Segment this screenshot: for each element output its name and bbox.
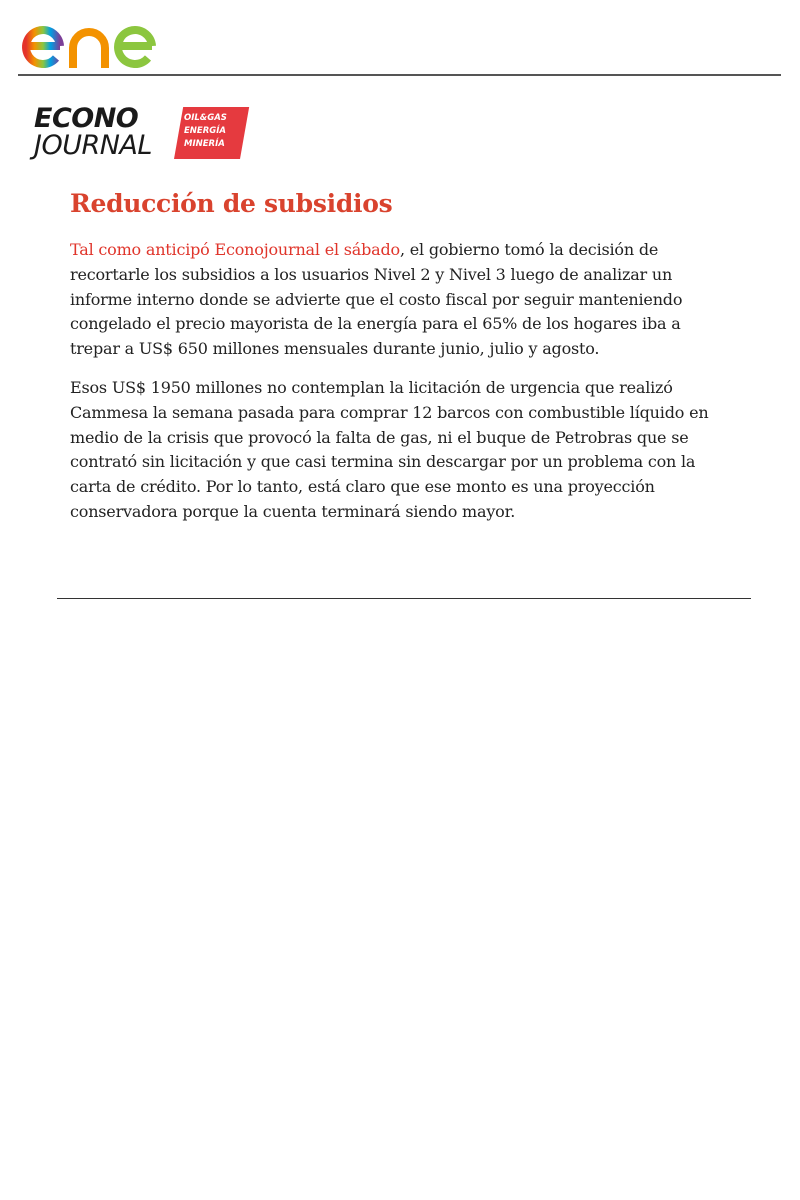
header-divider bbox=[18, 74, 781, 76]
article-divider bbox=[57, 598, 751, 599]
logo-badge-text bbox=[184, 112, 244, 151]
enel-letter-e2 bbox=[118, 30, 152, 64]
badge-line-energia: ENERGÍA bbox=[184, 126, 226, 136]
badge-line-mineria: MINERÍA bbox=[184, 139, 225, 149]
enel-letter-n bbox=[73, 32, 105, 68]
article-body bbox=[70, 238, 732, 539]
article-title: Reducción de subsidios bbox=[70, 189, 393, 218]
enel-logo bbox=[18, 4, 193, 72]
econojournal-link[interactable]: Tal como anticipó Econojournal el sábado bbox=[70, 240, 400, 259]
paragraph-1-text: , el gobierno tomó la decisión de recortarle los subsidios a los usuarios Nivel 2 y Nivel 3 luego de analizar un informe interno donde se advierte que el costo fiscal por seguir manteniendo congelado el precio mayorista de la energía para el 65% de los hogares iba a trepar a US$ 650 millones mensuales durante junio, julio y agosto. bbox=[70, 240, 683, 359]
article-paragraph-2: Esos US$ 1950 millones no contemplan la licitación de urgencia que realizó Cammesa la semana pasada para comprar 12 barcos con combustible líquido en medio de la crisis que provocó la falta de gas, ni el buque de Petrobras que se contrató sin licitación y que casi termina sin descargar por un problema con la carta de crédito. Por lo tanto, está claro que ese monto es una proyección conservadora porque la cuenta terminará siendo mayor. bbox=[70, 377, 709, 521]
badge-line-oilgas: OIL&GAS bbox=[184, 113, 227, 123]
article-paragraph-1 bbox=[70, 238, 732, 362]
logo-econo-text: ECONO bbox=[34, 103, 139, 134]
enel-letter-e1 bbox=[26, 30, 60, 64]
econojournal-logo bbox=[34, 104, 244, 164]
logo-journal-text: JOURNAL bbox=[34, 130, 152, 161]
